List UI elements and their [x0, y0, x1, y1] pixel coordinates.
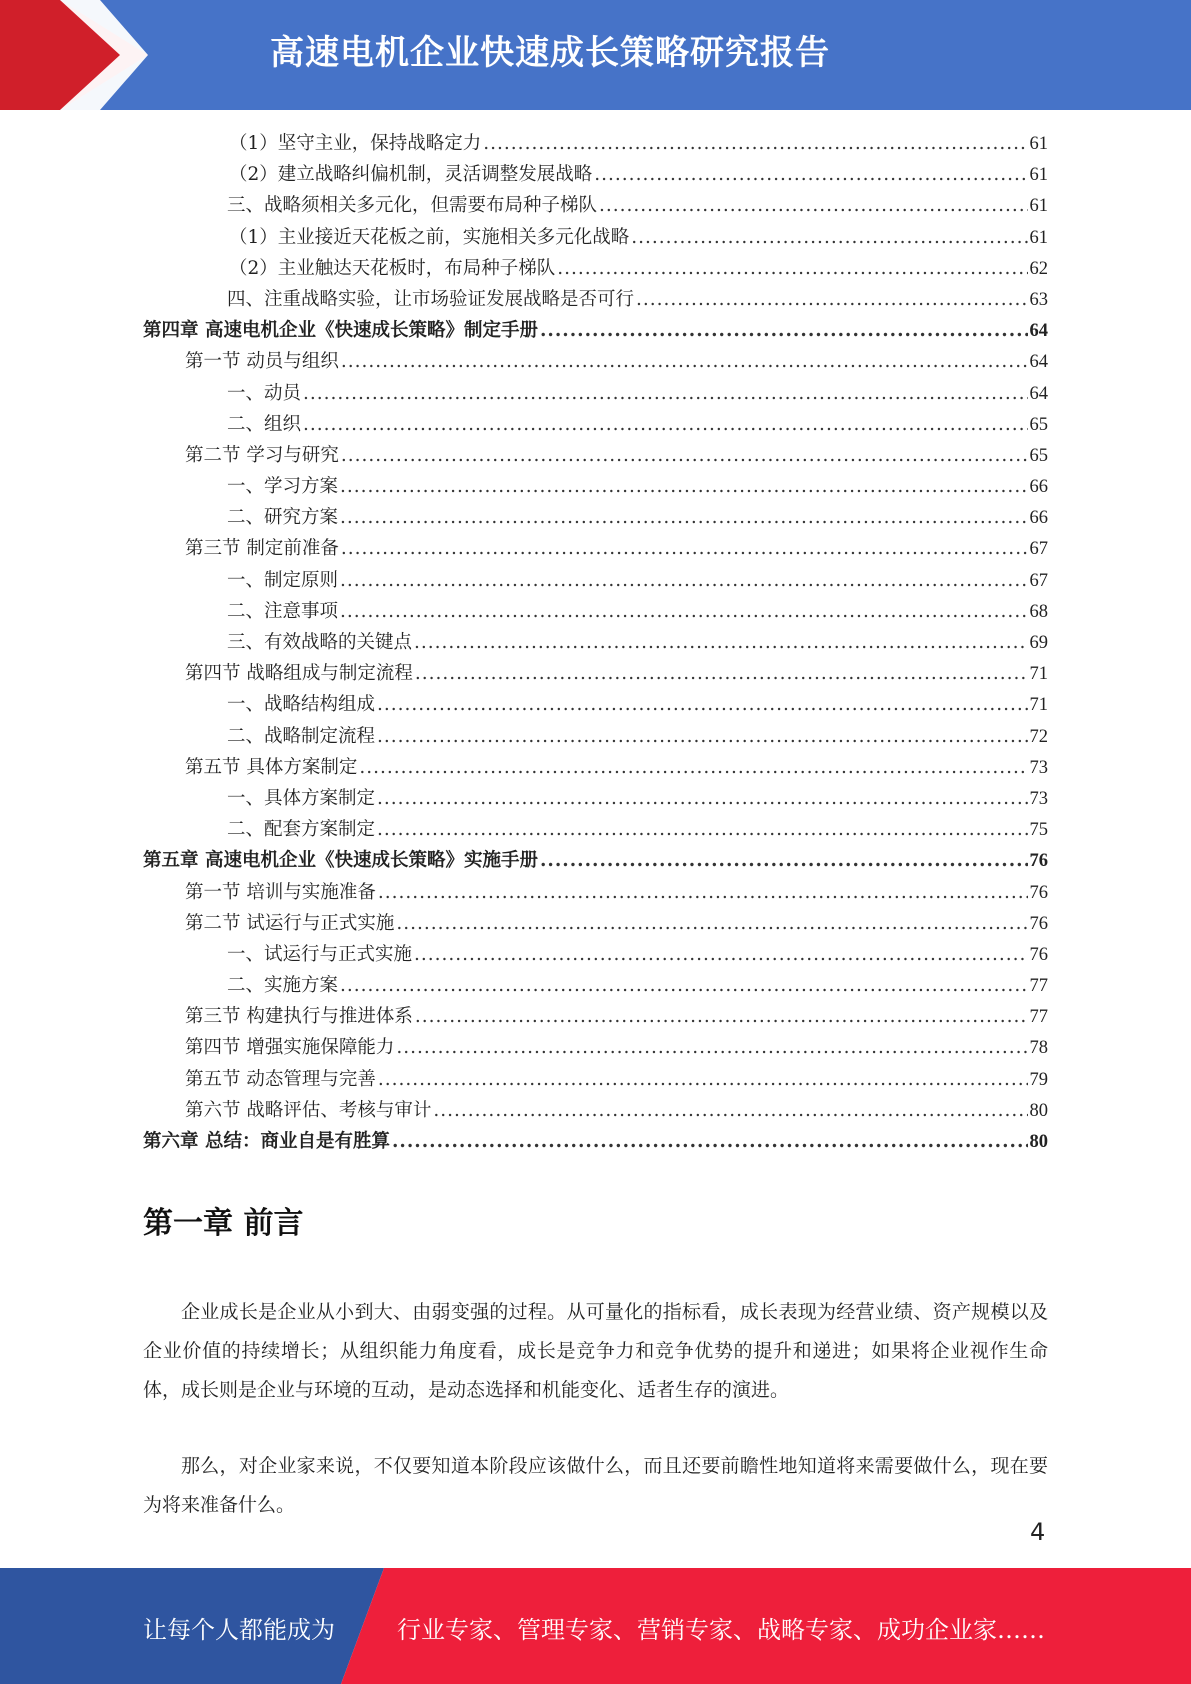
toc-entry[interactable] — [143, 440, 1048, 471]
toc-leader-dots — [303, 378, 1027, 409]
toc-entry[interactable] — [143, 814, 1048, 845]
toc-entry-title: 第四章 高速电机企业《快速成长策略》制定手册 — [143, 320, 538, 342]
toc-leader-dots — [415, 1001, 1028, 1032]
toc-entry[interactable] — [143, 284, 1048, 315]
table-of-contents — [143, 128, 1048, 1157]
toc-leader-dots — [415, 658, 1028, 689]
toc-entry-title: 一、具体方案制定 — [227, 787, 376, 809]
toc-entry-title: 一、动员 — [227, 382, 302, 404]
page-footer — [0, 1568, 1191, 1684]
toc-entry[interactable] — [143, 596, 1048, 627]
toc-entry-page: 80 — [1029, 1132, 1048, 1152]
toc-entry[interactable] — [143, 658, 1048, 689]
toc-entry-page: 67 — [1029, 539, 1048, 560]
toc-entry[interactable] — [143, 1032, 1048, 1063]
toc-entry-title: 一、试运行与正式实施 — [227, 943, 413, 965]
toc-entry-title: 二、注意事项 — [227, 600, 339, 622]
toc-entry-page: 72 — [1029, 726, 1048, 747]
toc-entry-title: 第三节 制定前准备 — [185, 538, 339, 560]
toc-entry-title: 第二节 试运行与正式实施 — [185, 912, 395, 934]
toc-entry-page: 76 — [1029, 851, 1048, 872]
header-title: 高速电机企业快速成长策略研究报告 — [270, 33, 830, 73]
toc-entry-title: 第四节 增强实施保障能力 — [185, 1037, 395, 1059]
body-paragraph: 那么，对企业家来说，不仅要知道本阶段应该做什么，而且还要前瞻性地知道将来需要做什么，现在要为将来准备什么。 — [143, 1455, 1048, 1516]
toc-entry-title: 三、有效战略的关键点 — [227, 632, 413, 653]
toc-leader-dots — [377, 814, 1027, 845]
toc-entry-page: 66 — [1029, 508, 1048, 529]
toc-entry-page: 71 — [1029, 695, 1048, 716]
toc-entry-page: 76 — [1029, 882, 1048, 903]
toc-entry-title: 第五节 具体方案制定 — [185, 756, 358, 778]
toc-leader-dots — [414, 627, 1027, 658]
toc-entry-page: 65 — [1029, 414, 1048, 435]
toc-entry-page: 79 — [1029, 1069, 1048, 1090]
toc-entry-title: 三、战略须相关多元化，但需要布局种子梯队 — [227, 195, 598, 217]
toc-entry-page: 64 — [1029, 352, 1048, 373]
toc-entry-page: 62 — [1029, 258, 1048, 279]
toc-entry-title: 第二节 学习与研究 — [185, 444, 339, 466]
page-header — [0, 0, 1191, 110]
toc-entry[interactable] — [143, 877, 1048, 908]
toc-entry-page: 67 — [1029, 570, 1048, 591]
toc-entry-title: 第六章 总结：商业自是有胜算 — [143, 1131, 390, 1152]
toc-entry-page: 61 — [1029, 165, 1048, 186]
toc-entry-page: 73 — [1029, 788, 1048, 809]
toc-entry-page: 76 — [1029, 944, 1048, 965]
toc-entry-title: 一、制定原则 — [227, 569, 339, 591]
toc-entry[interactable] — [143, 409, 1048, 440]
toc-entry[interactable] — [143, 1001, 1048, 1032]
toc-leader-dots — [340, 502, 1027, 533]
toc-leader-dots — [377, 783, 1027, 814]
toc-entry-page: 61 — [1029, 134, 1048, 154]
chapter-title: 第一章 前言 — [143, 1206, 304, 1241]
toc-leader-dots — [340, 565, 1027, 596]
toc-leader-dots — [594, 159, 1027, 190]
toc-leader-dots — [392, 1126, 1028, 1157]
toc-entry[interactable] — [143, 190, 1048, 221]
toc-entry[interactable] — [143, 1126, 1048, 1157]
toc-entry-page: 63 — [1029, 289, 1048, 310]
toc-entry-page: 80 — [1029, 1100, 1048, 1121]
toc-entry[interactable] — [143, 315, 1048, 346]
toc-entry-page: 64 — [1029, 383, 1048, 404]
toc-entry[interactable] — [143, 378, 1048, 409]
toc-leader-dots — [396, 1032, 1027, 1063]
toc-leader-dots — [359, 752, 1027, 783]
toc-entry[interactable] — [143, 627, 1048, 658]
toc-entry[interactable] — [143, 752, 1048, 783]
toc-leader-dots — [340, 596, 1027, 627]
toc-entry[interactable] — [143, 533, 1048, 564]
toc-entry-title: 二、组织 — [227, 413, 302, 435]
toc-entry[interactable] — [143, 222, 1048, 253]
toc-entry[interactable] — [143, 939, 1048, 970]
toc-entry-page: 77 — [1029, 1007, 1048, 1028]
toc-leader-dots — [540, 315, 1028, 346]
toc-leader-dots — [414, 939, 1027, 970]
toc-entry[interactable] — [143, 502, 1048, 533]
toc-entry[interactable] — [143, 721, 1048, 752]
toc-leader-dots — [599, 190, 1027, 221]
toc-entry-title: （2）主业触达天花板时，布局种子梯队 — [229, 257, 556, 279]
toc-entry[interactable] — [143, 783, 1048, 814]
toc-entry[interactable] — [143, 1095, 1048, 1126]
toc-leader-dots — [340, 471, 1027, 502]
toc-leader-dots — [341, 533, 1028, 564]
toc-entry[interactable] — [143, 1064, 1048, 1095]
toc-leader-dots — [483, 128, 1027, 159]
toc-entry-page: 69 — [1029, 633, 1048, 653]
toc-leader-dots — [636, 284, 1027, 315]
toc-leader-dots — [378, 877, 1028, 908]
toc-entry-page: 71 — [1029, 664, 1048, 685]
toc-entry[interactable] — [143, 565, 1048, 596]
toc-entry-page: 76 — [1029, 913, 1048, 934]
toc-entry[interactable] — [143, 689, 1048, 720]
toc-entry-title: 二、研究方案 — [227, 507, 339, 529]
toc-leader-dots — [341, 440, 1028, 471]
toc-leader-dots — [377, 689, 1027, 720]
toc-leader-dots — [396, 908, 1027, 939]
toc-entry-page: 64 — [1029, 321, 1048, 342]
toc-entry-title: 第三节 构建执行与推进体系 — [185, 1006, 413, 1028]
toc-entry-title: 一、学习方案 — [227, 476, 339, 498]
toc-entry-title: （1）主业接近天花板之前，实施相关多元化战略 — [229, 226, 630, 248]
toc-leader-dots — [557, 253, 1027, 284]
toc-leader-dots — [303, 409, 1027, 440]
toc-leader-dots — [378, 1064, 1028, 1095]
toc-entry[interactable] — [143, 471, 1048, 502]
toc-entry-title: 二、战略制定流程 — [227, 725, 376, 747]
toc-leader-dots — [340, 970, 1027, 1001]
toc-entry[interactable] — [143, 253, 1048, 284]
toc-entry-page: 61 — [1029, 196, 1048, 217]
toc-leader-dots — [433, 1095, 1027, 1126]
toc-entry-page: 65 — [1029, 445, 1048, 466]
toc-entry-title: 第四节 战略组成与制定流程 — [185, 663, 413, 685]
toc-entry-title: 二、配套方案制定 — [227, 819, 376, 841]
toc-entry-title: 第五章 高速电机企业《快速成长策略》实施手册 — [143, 850, 538, 872]
toc-entry-title: 第六节 战略评估、考核与审计 — [185, 1099, 432, 1121]
toc-entry[interactable] — [143, 845, 1048, 876]
toc-entry-title: 第一节 动员与组织 — [185, 351, 339, 373]
body-paragraph: 企业成长是企业从小到大、由弱变强的过程。从可量化的指标看，成长表现为经营业绩、资产规模以及企业价值的持续增长；从组织能力角度看，成长是竞争力和竞争优势的提升和递进；如果将企业视作生命体，成长则是企业与环境的互动，是动态选择和机能变化、适者生存的演进。 — [143, 1301, 1048, 1401]
toc-entry[interactable] — [143, 970, 1048, 1001]
toc-entry-page: 77 — [1029, 976, 1048, 997]
toc-entry-title: 四、注重战略实验，让市场验证发展战略是否可行 — [227, 288, 635, 310]
toc-entry-title: 二、实施方案 — [227, 975, 339, 997]
toc-entry-page: 61 — [1029, 227, 1048, 248]
toc-entry[interactable] — [143, 346, 1048, 377]
toc-entry-page: 66 — [1029, 477, 1048, 498]
toc-entry-page: 73 — [1029, 757, 1048, 778]
toc-leader-dots — [631, 222, 1027, 253]
toc-entry-title: 第五节 动态管理与完善 — [185, 1068, 376, 1090]
toc-entry-page: 78 — [1029, 1038, 1048, 1059]
toc-leader-dots — [377, 721, 1027, 752]
footer-slogan-left: 让每个人都能成为 — [143, 1616, 335, 1644]
toc-entry-title: 第一节 培训与实施准备 — [185, 881, 376, 903]
toc-leader-dots — [341, 346, 1028, 377]
toc-leader-dots — [540, 845, 1028, 876]
toc-entry[interactable] — [143, 908, 1048, 939]
toc-entry-page: 75 — [1029, 820, 1048, 841]
footer-slogan-right: 行业专家、管理专家、营销专家、战略专家、成功企业家…… — [397, 1616, 1045, 1644]
page-number: 4 — [1030, 1518, 1046, 1546]
toc-entry-page: 68 — [1029, 601, 1048, 622]
toc-entry-title: 一、战略结构组成 — [227, 694, 376, 716]
toc-entry-title: （2）建立战略纠偏机制，灵活调整发展战略 — [229, 164, 593, 186]
toc-entry[interactable] — [143, 128, 1048, 159]
toc-entry[interactable] — [143, 159, 1048, 190]
toc-entry-title: （1）坚守主业，保持战略定力 — [229, 133, 482, 154]
